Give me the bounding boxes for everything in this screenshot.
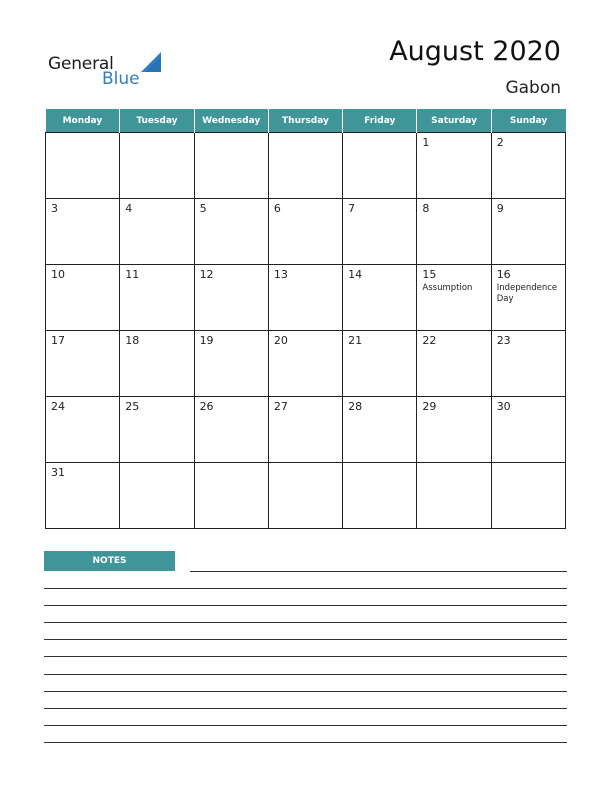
notes-line (44, 674, 567, 675)
calendar-day-cell[interactable] (120, 463, 194, 529)
notes-line (44, 742, 567, 743)
calendar-day-cell[interactable] (46, 199, 120, 265)
calendar-week-row (46, 331, 566, 397)
calendar-day-cell[interactable] (491, 199, 565, 265)
calendar-day-cell[interactable] (194, 133, 268, 199)
calendar-day-cell[interactable] (268, 199, 342, 265)
day-number: 13 (273, 268, 288, 281)
weekday-thursday: Thursday (268, 109, 342, 133)
calendar-day-cell[interactable] (343, 331, 417, 397)
calendar-week-row (46, 199, 566, 265)
brand-word-general: General (48, 54, 114, 74)
calendar-day-cell[interactable] (120, 199, 194, 265)
calendar-day-cell[interactable] (268, 331, 342, 397)
calendar-day-cell[interactable] (268, 133, 342, 199)
notes-line (190, 571, 567, 572)
day-number: 5 (199, 202, 207, 215)
calendar-day-cell[interactable] (343, 133, 417, 199)
calendar-week-row (46, 265, 566, 331)
weekday-header-row (46, 109, 566, 133)
day-number: 28 (348, 400, 363, 413)
calendar-day-cell[interactable] (194, 199, 268, 265)
calendar-day-cell[interactable] (343, 463, 417, 529)
calendar-week-row (46, 397, 566, 463)
calendar-day-cell[interactable] (343, 199, 417, 265)
notes-line (44, 725, 567, 726)
calendar-week-row (46, 133, 566, 199)
day-number: 30 (496, 400, 511, 413)
day-number: 27 (273, 400, 288, 413)
calendar-day-cell[interactable] (491, 331, 565, 397)
day-number: 31 (51, 466, 65, 479)
calendar-day-cell[interactable] (417, 331, 491, 397)
notes-line (44, 708, 567, 709)
month-title: August 2020 (389, 36, 561, 67)
calendar-day-cell[interactable] (120, 397, 194, 463)
calendar-week-row (46, 463, 566, 529)
day-number: 17 (51, 334, 65, 347)
day-number: 6 (273, 202, 281, 215)
day-number: 7 (348, 202, 356, 215)
calendar-day-cell[interactable] (46, 265, 120, 331)
calendar-day-cell[interactable] (194, 463, 268, 529)
calendar-day-cell[interactable] (46, 133, 120, 199)
weekday-monday: Monday (46, 109, 120, 133)
calendar-day-cell[interactable] (194, 265, 268, 331)
day-number: 19 (199, 334, 214, 347)
notes-line (44, 588, 567, 589)
brand-word-blue: Blue (102, 69, 140, 89)
day-number: 16 (496, 268, 511, 281)
calendar-day-cell[interactable] (46, 463, 120, 529)
calendar-day-cell[interactable] (268, 265, 342, 331)
weekday-saturday: Saturday (417, 109, 491, 133)
calendar-day-cell[interactable] (417, 133, 491, 199)
calendar-day-cell[interactable] (46, 331, 120, 397)
calendar-day-cell[interactable] (120, 265, 194, 331)
holiday-label: Assumption (422, 283, 473, 293)
notes-line (44, 605, 567, 606)
day-number: 18 (125, 334, 140, 347)
notes-label: NOTES (44, 551, 175, 571)
logo-triangle-icon (141, 52, 163, 72)
calendar-day-cell[interactable] (120, 331, 194, 397)
weekday-friday: Friday (343, 109, 417, 133)
day-number: 3 (51, 202, 58, 215)
day-number: 15 (422, 268, 437, 281)
day-number: 8 (422, 202, 430, 215)
holiday-label: Independence Day (496, 283, 558, 304)
calendar-day-cell[interactable] (120, 133, 194, 199)
day-number: 22 (422, 334, 437, 347)
day-number: 2 (496, 136, 504, 149)
calendar-day-cell[interactable] (194, 331, 268, 397)
notes-line (44, 691, 567, 692)
day-number: 12 (199, 268, 214, 281)
day-number: 4 (125, 202, 133, 215)
notes-line (44, 622, 567, 623)
day-number: 1 (422, 136, 430, 149)
day-number: 10 (51, 268, 65, 281)
notes-line (44, 656, 567, 657)
calendar-day-cell[interactable] (46, 397, 120, 463)
calendar-day-cell[interactable] (194, 397, 268, 463)
weekday-wednesday: Wednesday (194, 109, 268, 133)
calendar-day-cell[interactable] (343, 265, 417, 331)
calendar-grid (45, 109, 566, 529)
day-number: 11 (125, 268, 140, 281)
calendar-day-cell[interactable] (268, 397, 342, 463)
day-number: 26 (199, 400, 214, 413)
calendar-day-cell[interactable] (268, 463, 342, 529)
day-number: 14 (348, 268, 363, 281)
calendar-day-cell[interactable] (491, 265, 565, 331)
day-number: 9 (496, 202, 504, 215)
calendar-day-cell[interactable] (491, 133, 565, 199)
day-number: 29 (422, 400, 437, 413)
calendar-day-cell[interactable] (417, 463, 491, 529)
day-number: 24 (51, 400, 65, 413)
notes-line (44, 639, 567, 640)
day-number: 21 (348, 334, 363, 347)
calendar-day-cell[interactable] (417, 397, 491, 463)
country-name: Gabon (505, 78, 561, 98)
weekday-tuesday: Tuesday (120, 109, 194, 133)
calendar-day-cell[interactable] (417, 265, 491, 331)
day-number: 20 (273, 334, 288, 347)
day-number: 23 (496, 334, 511, 347)
calendar-day-cell[interactable] (417, 199, 491, 265)
day-number: 25 (125, 400, 140, 413)
weekday-sunday: Sunday (491, 109, 565, 133)
calendar-day-cell[interactable] (491, 463, 565, 529)
calendar-day-cell[interactable] (491, 397, 565, 463)
calendar-day-cell[interactable] (343, 397, 417, 463)
